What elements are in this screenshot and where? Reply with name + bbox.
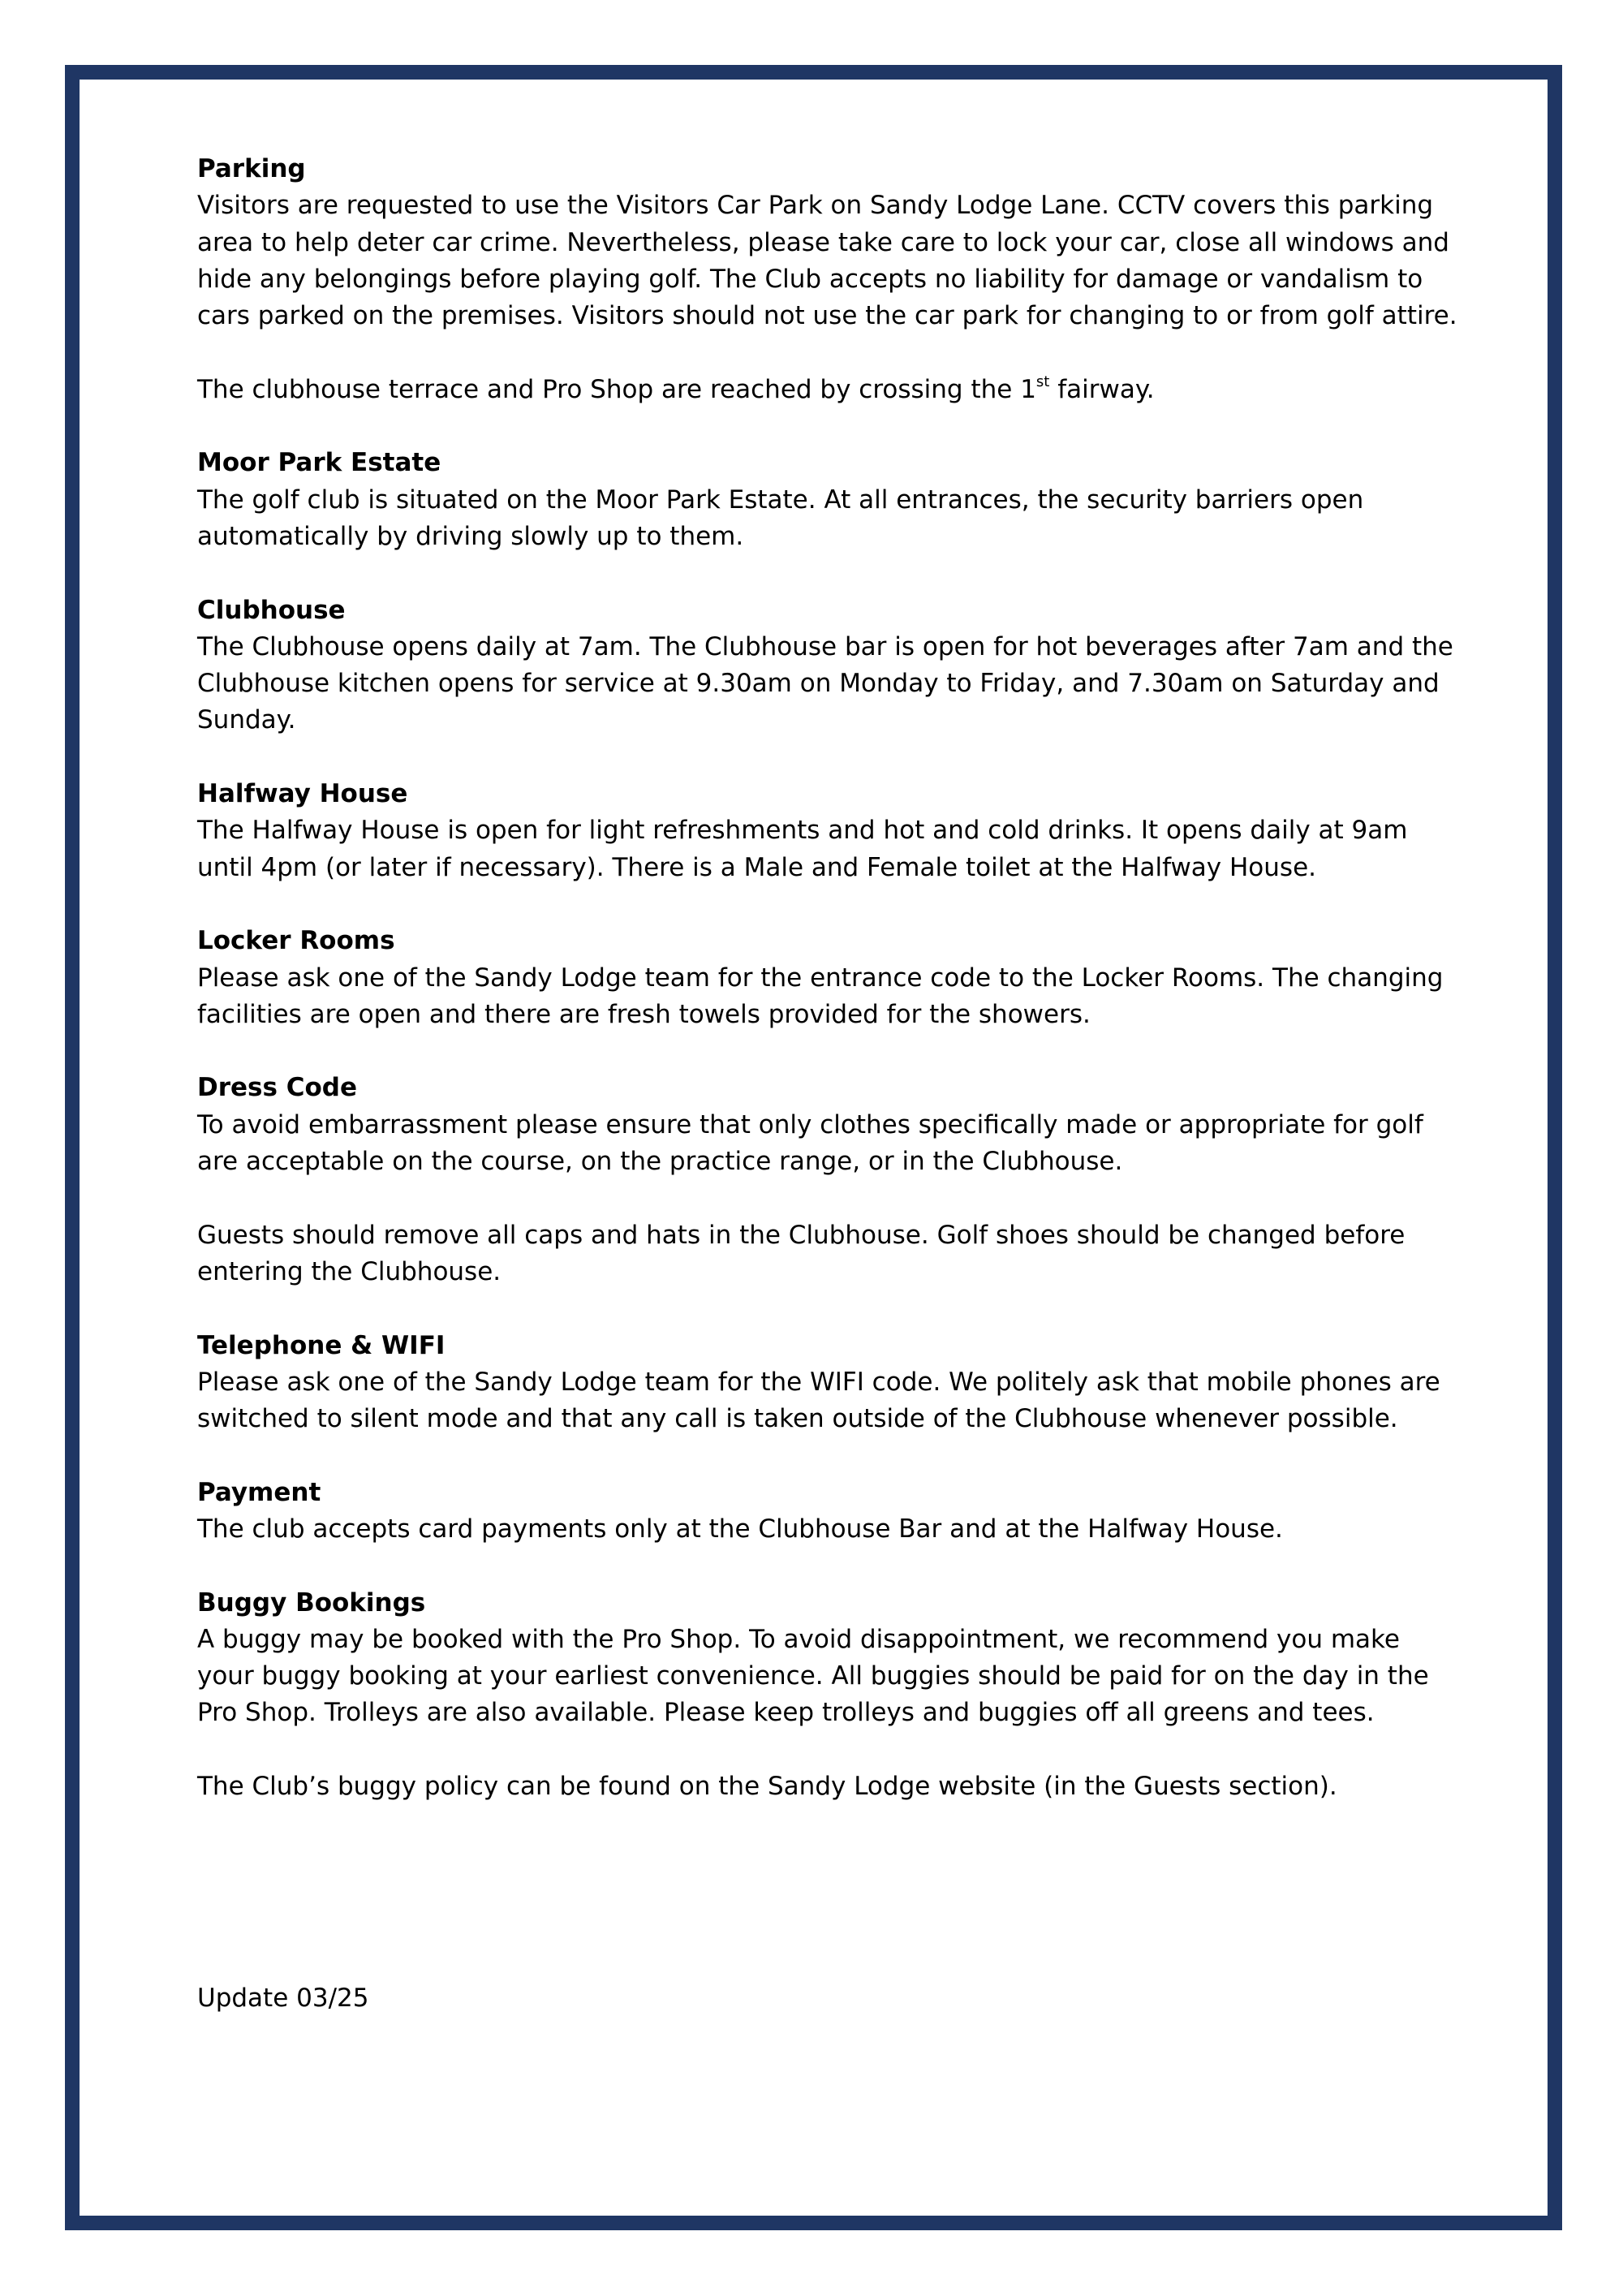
- parking-note-end: fairway.: [1049, 374, 1155, 404]
- section-parking: [197, 151, 1463, 334]
- section-text: The Clubhouse opens daily at 7am. The Clubhouse bar is open for hot beverages after 7am and the Clubhouse kitchen opens for service at 9.30am on Monday to Friday, and 7.30am on Saturday and Sunday.: [197, 631, 1453, 735]
- section-heading: Moor Park Estate: [197, 448, 441, 478]
- section-telephone-wifi: [197, 1328, 1463, 1438]
- section-text: To avoid embarrassment please ensure that only clothes specifically made or appropriate for golf are acceptable on the course, on the practice range, or in the Clubhouse.: [197, 1109, 1423, 1177]
- section-text: The club accepts card payments only at the Clubhouse Bar and at the Halfway House.: [197, 1514, 1283, 1544]
- section-payment: [197, 1475, 1463, 1549]
- section-halfway-house: [197, 776, 1463, 886]
- section-heading: Payment: [197, 1477, 321, 1507]
- section-heading: Buggy Bookings: [197, 1587, 426, 1618]
- buggy-policy-note: [197, 1768, 1463, 1805]
- section-heading: Locker Rooms: [197, 926, 395, 956]
- section-locker-rooms: [197, 923, 1463, 1033]
- section-heading: Telephone & WIFI: [197, 1330, 446, 1360]
- parking-note-text: The clubhouse terrace and Pro Shop are reached by crossing the 1: [197, 374, 1036, 404]
- section-heading: Parking: [197, 154, 306, 183]
- section-text: A buggy may be booked with the Pro Shop. To avoid disappointment, we recommend you make your buggy booking at your earliest convenience. All buggies should be paid for on the day in the Pro Shop. Trolleys are also available. Please keep trolleys and buggies off all greens and tees.: [197, 1624, 1429, 1728]
- section-text: Guests should remove all caps and hats in the Clubhouse. Golf shoes should be changed before entering the Clubhouse.: [197, 1220, 1406, 1286]
- parking-note: [197, 372, 1463, 408]
- section-text: The Club’s buggy policy can be found on the Sandy Lodge website (in the Guests section).: [197, 1772, 1337, 1802]
- update-footer: Update 03/25: [197, 1984, 369, 2013]
- section-heading: Dress Code: [197, 1073, 358, 1103]
- section-text: Visitors are requested to use the Visitors Car Park on Sandy Lodge Lane. CCTV covers this parking area to help deter car crime. Nevertheless, please take care to lock your car, close all windows and hide any belongings before playing golf. The Club accepts no liability for damage or vandalism to cars parked on the premises. Visitors should not use the car park for changing to or from golf attire.: [197, 191, 1457, 331]
- section-text: The Halfway House is open for light refreshments and hot and cold drinks. It opens daily at 9am until 4pm (or later if necessary). There is a Male and Female toilet at the Halfway House.: [197, 816, 1408, 882]
- section-text: Please ask one of the Sandy Lodge team for the WIFI code. We politely ask that mobile phones are switched to silent mode and that any call is taken outside of the Clubhouse whenever possible.: [197, 1367, 1440, 1434]
- section-text: Please ask one of the Sandy Lodge team for the entrance code to the Locker Rooms. The changing facilities are open and there are fresh towels provided for the showers.: [197, 963, 1444, 1029]
- dress-code-guests: [197, 1217, 1463, 1291]
- section-text: The golf club is situated on the Moor Park Estate. At all entrances, the security barriers open automatically by driving slowly up to them.: [197, 485, 1364, 551]
- ordinal-suffix: st: [1035, 373, 1050, 391]
- section-buggy-bookings: [197, 1585, 1463, 1732]
- document-body: [197, 151, 1463, 1805]
- section-heading: Halfway House: [197, 779, 408, 809]
- section-dress-code: [197, 1070, 1463, 1180]
- section-heading: Clubhouse: [197, 595, 346, 625]
- section-clubhouse: [197, 592, 1463, 739]
- section-moor-park-estate: [197, 445, 1463, 555]
